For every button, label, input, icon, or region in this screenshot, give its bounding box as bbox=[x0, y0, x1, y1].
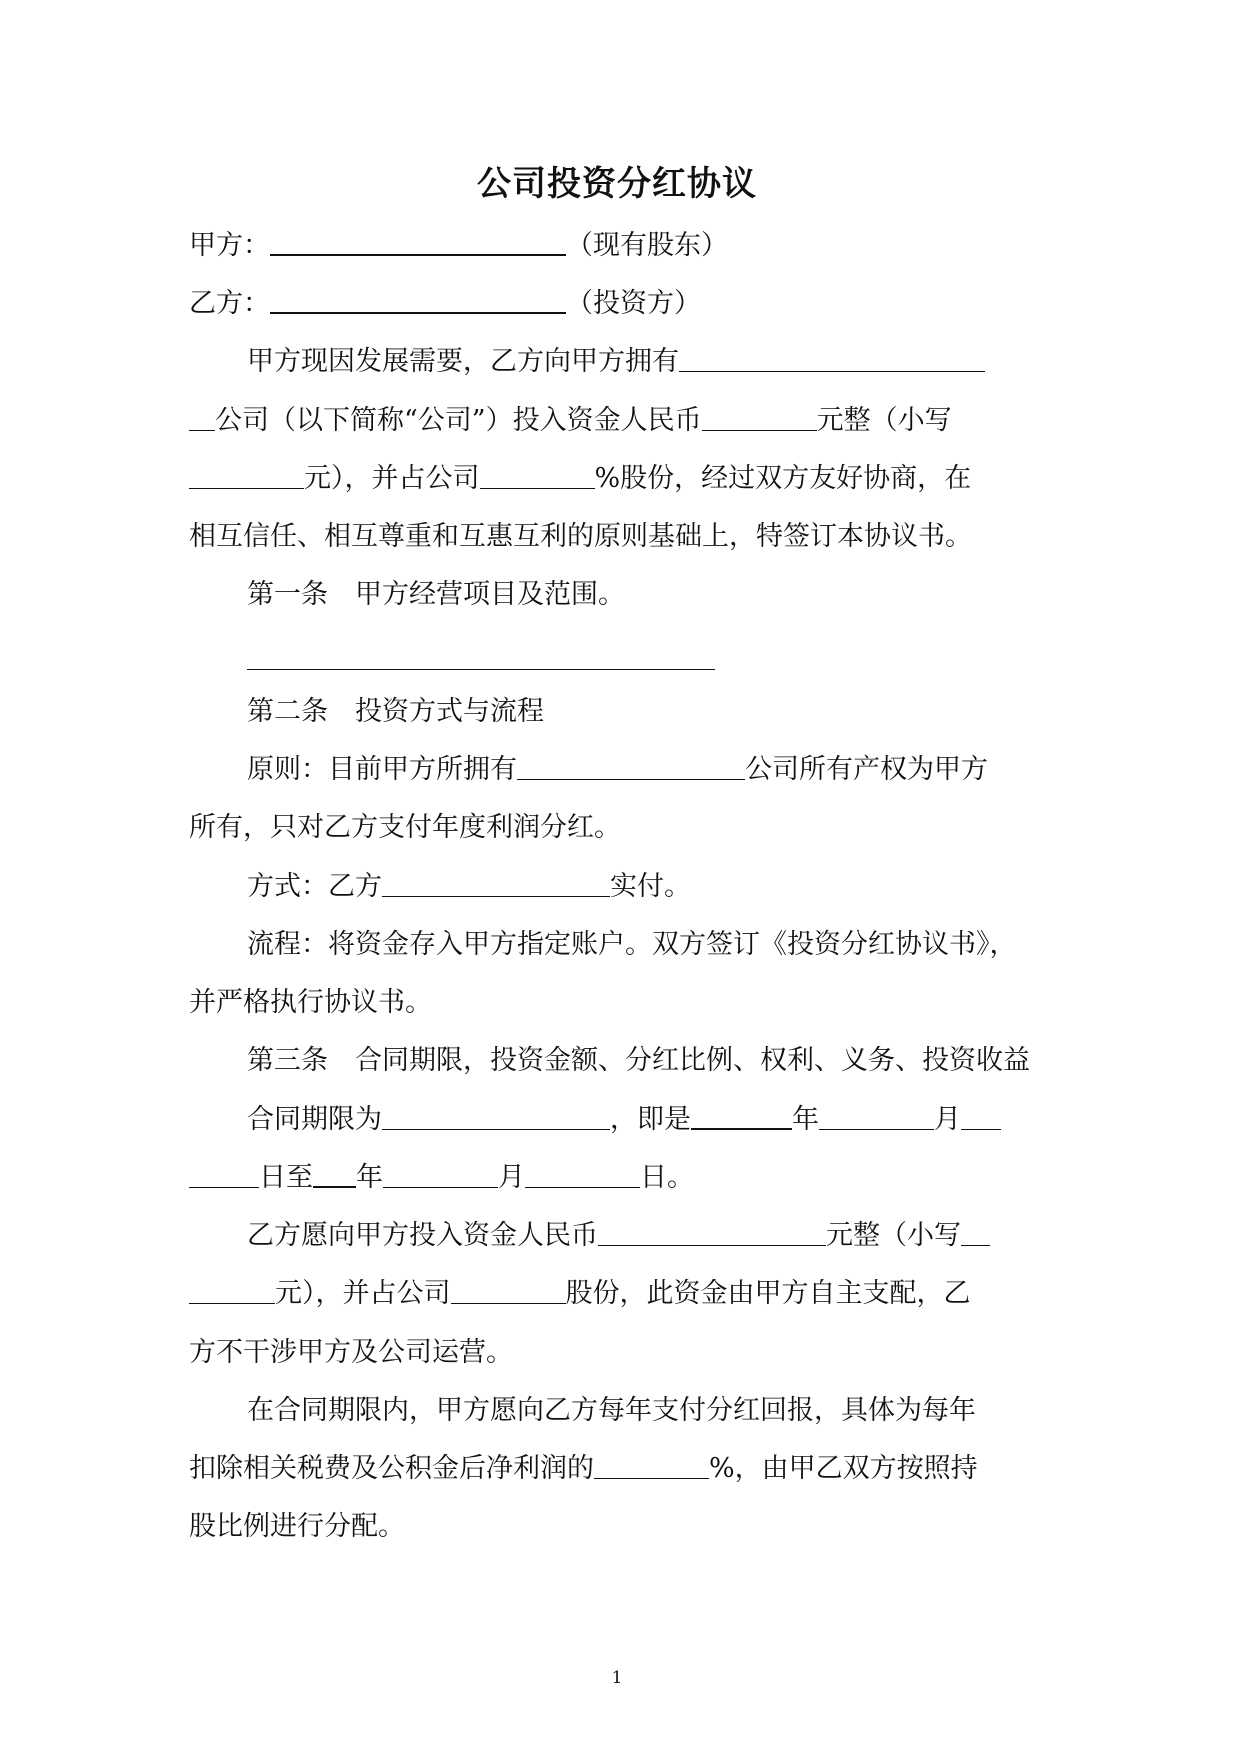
term-year-label: 年 bbox=[792, 1104, 819, 1135]
term-line-2 bbox=[189, 1158, 694, 1198]
principle-line-1 bbox=[247, 750, 988, 790]
article-1-heading: 第一条 甲方经营项目及范围。 bbox=[247, 579, 625, 610]
process-line-2: 并严格执行协议书。 bbox=[189, 987, 432, 1018]
invest-line-2 bbox=[189, 1274, 971, 1314]
p1-text-c: 元整（小写 bbox=[816, 405, 952, 436]
invest-text-a: 乙方愿向甲方投入资金人民币 bbox=[247, 1220, 598, 1251]
dividend-line-2 bbox=[189, 1449, 978, 1489]
method-line bbox=[247, 867, 691, 907]
principle-text-b: 公司所有产权为甲方 bbox=[745, 754, 988, 785]
party-b-label: 乙方： bbox=[189, 288, 270, 319]
term-month2-label: 月 bbox=[498, 1162, 525, 1193]
p1-text-d: 元），并占公司 bbox=[304, 463, 480, 494]
paragraph-1-line-4: 相互信任、相互尊重和互惠互利的原则基础上，特签订本协议书。 bbox=[189, 521, 972, 552]
party-b-note: （投资方） bbox=[566, 288, 701, 319]
term-text-b: ，即是 bbox=[610, 1104, 691, 1135]
method-text-b: 实付。 bbox=[610, 871, 691, 902]
dividend-text-c: %，由甲乙双方按照持 bbox=[709, 1453, 978, 1484]
invest-small-blank[interactable] bbox=[961, 1244, 990, 1246]
principle-line-2: 所有，只对乙方支付年度利润分红。 bbox=[189, 812, 621, 843]
dividend-line-3: 股比例进行分配。 bbox=[189, 1511, 405, 1542]
business-scope-blank[interactable] bbox=[247, 669, 715, 670]
paragraph-1-line-3 bbox=[189, 459, 971, 499]
invest-amount-blank[interactable] bbox=[598, 1244, 826, 1246]
party-a-label: 甲方： bbox=[189, 230, 270, 261]
payment-blank[interactable] bbox=[382, 895, 610, 897]
company-name-blank-cont[interactable] bbox=[189, 429, 215, 431]
amount-blank[interactable] bbox=[702, 429, 817, 431]
party-a-line bbox=[189, 226, 728, 266]
company-name-blank[interactable] bbox=[679, 370, 985, 372]
term-month-label: 月 bbox=[934, 1104, 961, 1135]
start-year-blank[interactable] bbox=[691, 1127, 792, 1130]
paragraph-1-line-2 bbox=[189, 401, 952, 441]
invest-small-blank-cont[interactable] bbox=[189, 1302, 275, 1304]
end-day-blank[interactable] bbox=[525, 1186, 640, 1188]
term-text-a: 合同期限为 bbox=[247, 1104, 382, 1135]
start-day-blank[interactable] bbox=[961, 1128, 1001, 1130]
party-b-line bbox=[189, 284, 701, 324]
invest-text-c: 元），并占公司 bbox=[275, 1278, 451, 1309]
invest-text-b: 元整（小写 bbox=[826, 1220, 961, 1251]
dividend-text-b: 扣除相关税费及公积金后净利润的 bbox=[189, 1453, 594, 1484]
p1-text-b: 公司（以下简称“公司”）投入资金人民币 bbox=[215, 405, 702, 436]
invest-text-d: 股份，此资金由甲方自主支配，乙 bbox=[565, 1278, 971, 1309]
term-day2-label: 日。 bbox=[640, 1162, 694, 1193]
party-b-blank[interactable] bbox=[270, 311, 566, 314]
article-2-heading: 第二条 投资方式与流程 bbox=[247, 696, 544, 727]
document-title: 公司投资分红协议 bbox=[477, 164, 757, 204]
invest-share-blank[interactable] bbox=[451, 1302, 566, 1304]
amount-small-blank[interactable] bbox=[189, 487, 304, 489]
end-year-blank[interactable] bbox=[313, 1185, 356, 1188]
term-year2-label: 年 bbox=[356, 1162, 383, 1193]
principle-text-a: 原则：目前甲方所拥有 bbox=[247, 754, 517, 785]
end-month-blank[interactable] bbox=[383, 1186, 498, 1188]
term-line-1 bbox=[247, 1100, 1001, 1140]
p1-text-e: %股份，经过双方友好协商，在 bbox=[594, 463, 972, 494]
owned-company-blank[interactable] bbox=[517, 778, 745, 780]
p1-text-a: 甲方现因发展需要，乙方向甲方拥有 bbox=[247, 346, 679, 377]
party-a-blank[interactable] bbox=[270, 253, 566, 256]
start-day-blank-cont[interactable] bbox=[189, 1186, 259, 1188]
invest-line-3: 方不干涉甲方及公司运营。 bbox=[189, 1337, 513, 1368]
share-percent-blank[interactable] bbox=[480, 487, 595, 489]
paragraph-1-line-1 bbox=[247, 342, 985, 382]
article-3-heading: 第三条 合同期限，投资金额、分红比例、权利、义务、投资收益 bbox=[247, 1045, 1030, 1076]
term-duration-blank[interactable] bbox=[382, 1128, 610, 1130]
party-a-note: （现有股东） bbox=[566, 230, 728, 261]
process-line-1: 流程：将资金存入甲方指定账户。双方签订《投资分红协议书》， bbox=[247, 929, 1017, 960]
term-day-to-label: 日至 bbox=[259, 1162, 313, 1193]
dividend-line-1: 在合同期限内，甲方愿向乙方每年支付分红回报，具体为每年 bbox=[247, 1395, 976, 1426]
invest-line-1 bbox=[247, 1216, 990, 1256]
start-month-blank[interactable] bbox=[819, 1128, 934, 1130]
dividend-percent-blank[interactable] bbox=[594, 1477, 709, 1479]
page-number: 1 bbox=[611, 1668, 623, 1688]
method-text-a: 方式：乙方 bbox=[247, 871, 382, 902]
